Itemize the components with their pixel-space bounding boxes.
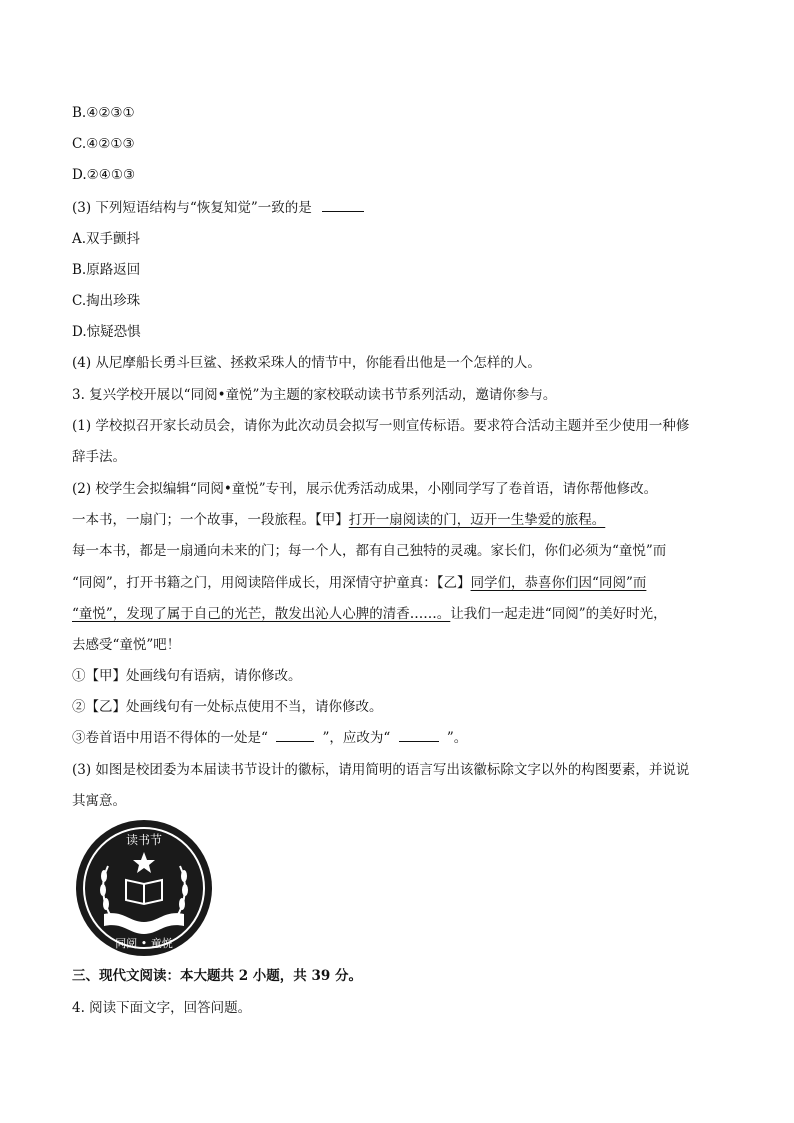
subquestion-3-cont: 其寓意。 — [72, 793, 126, 809]
question-3-stem — [72, 198, 364, 218]
question-4: (4) 从尼摩船长勇斗巨鲨、拯救采珠人的情节中，你能看出他是一个怎样的人。 — [72, 355, 541, 371]
answer-blank-1 — [276, 729, 314, 742]
preface-text-4: 让我们一起走进“同阅”的美好时光， — [450, 606, 667, 622]
subquestion-3: (3) 如图是校团委为本届读书节设计的徽标，请用简明的语言写出该徽标除文字以外的构图要素，并说说 — [72, 762, 690, 778]
underlined-sentence-yi: 同学们，恭喜你们因“同阅”而 — [470, 575, 647, 591]
preface-line-5: 去感受“童悦”吧！ — [72, 637, 181, 653]
preface-text: 一本书，一扇门；一个故事，一段旅程。【甲】 — [72, 512, 349, 528]
answer-blank — [322, 199, 364, 212]
task-3 — [72, 728, 467, 748]
subquestion-1: (1) 学校拟召开家长动员会，请你为此次动员会拟写一则宣传标语。要求符合活动主题并至少使用一种修 — [72, 418, 690, 434]
question-4-main: 4. 阅读下面文字，回答问题。 — [72, 1000, 252, 1016]
underlined-sentence-jia: 打开一扇阅读的门，迈开一生挚爱的旅程。 — [348, 512, 606, 528]
emblem-bottom-text: 同阅 • 童悦 — [115, 937, 173, 950]
preface-line-4 — [72, 604, 667, 624]
question-3-main: 3. 复兴学校开展以“同阅•童悦”为主题的家校联动读书节系列活动，邀请你参与。 — [72, 387, 557, 403]
answer-blank-2 — [399, 729, 439, 742]
option-c-2: C.掏出珍珠 — [72, 293, 141, 309]
subquestion-1-cont: 辞手法。 — [72, 449, 126, 465]
section-heading: 三、现代文阅读：本大题共 2 小题，共 39 分。 — [72, 968, 362, 984]
option-a: A.双手颤抖 — [72, 231, 141, 247]
option-d-2: D.惊疑恐惧 — [72, 324, 141, 340]
task-2: ②【乙】处画线句有一处标点使用不当，请你修改。 — [72, 699, 383, 715]
reading-festival-emblem — [74, 818, 214, 958]
underlined-sentence-yi-cont: “童悦”，发现了属于自己的光芒，散发出沁人心脾的清香……。 — [72, 606, 451, 622]
preface-line-1 — [72, 510, 605, 530]
task-3-text-a: ③卷首语中用语不得体的一处是“ — [72, 730, 268, 746]
option-b: B.④②③① — [72, 105, 135, 121]
preface-line-2: 每一本书，都是一扇通向未来的门；每一个人，都有自己独特的灵魂。家长们，你们必须为“童悦”而 — [72, 543, 667, 559]
task-1: ①【甲】处画线句有语病，请你修改。 — [72, 668, 302, 684]
question-3-text: (3) 下列短语结构与“恢复知觉”一致的是 — [72, 200, 312, 216]
option-c: C.④②①③ — [72, 136, 135, 152]
emblem-top-text: 读书节 — [125, 833, 163, 847]
option-d: D.②④①③ — [72, 167, 136, 183]
preface-line-3 — [72, 573, 646, 593]
preface-text-3: “同阅”，打开书籍之门，用阅读陪伴成长，用深情守护童真：【乙】 — [72, 575, 471, 591]
option-b-2: B.原路返回 — [72, 262, 141, 278]
task-3-text-b: ”，应改为“ — [322, 730, 391, 746]
task-3-text-c: ”。 — [446, 730, 468, 746]
subquestion-2: (2) 校学生会拟编辑“同阅•童悦”专刊，展示优秀活动成果，小刚同学写了卷首语，请你帮他修改。 — [72, 481, 658, 497]
